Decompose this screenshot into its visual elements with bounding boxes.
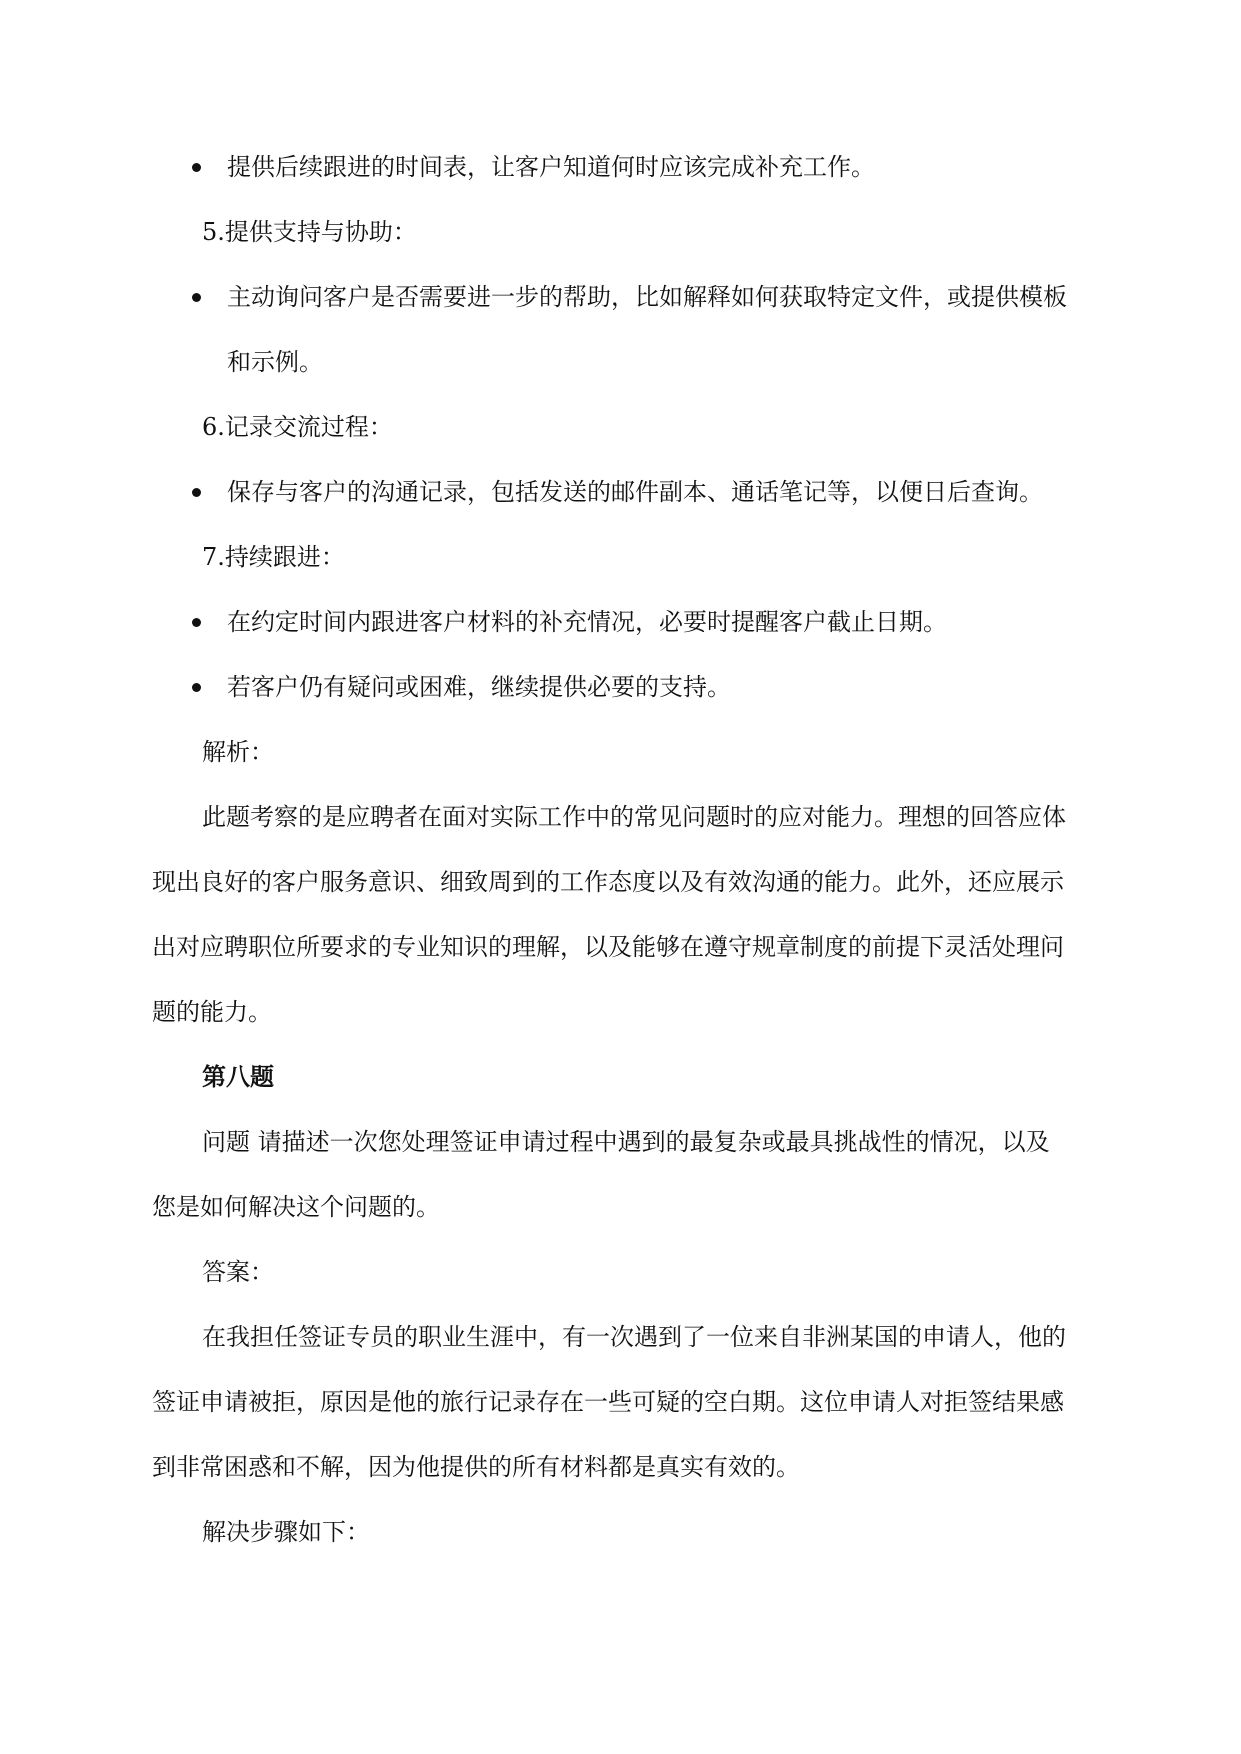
analysis-paragraph-line: 现出良好的客户服务意识、细致周到的工作态度以及有效沟通的能力。此外，还应展示 xyxy=(152,868,1064,896)
analysis-paragraph-line: 出对应聘职位所要求的专业知识的理解，以及能够在遵守规章制度的前提下灵活处理问 xyxy=(152,933,1064,961)
answer-paragraph-line: 到非常困惑和不解，因为他提供的所有材料都是真实有效的。 xyxy=(152,1453,800,1481)
bullet-item-offer-help: 主动询问客户是否需要进一步的帮助，比如解释如何获取特定文件，或提供模板 xyxy=(227,283,1067,311)
question-paragraph-line: 问题 请描述一次您处理签证申请过程中遇到的最复杂或最具挑战性的情况，以及 xyxy=(202,1128,1050,1156)
steps-label: 解决步骤如下： xyxy=(202,1518,370,1546)
bullet-item-continue-support: 若客户仍有疑问或困难，继续提供必要的支持。 xyxy=(227,673,731,701)
bullet-dot xyxy=(192,683,201,692)
bullet-dot xyxy=(192,618,201,627)
question-paragraph-line: 您是如何解决这个问题的。 xyxy=(152,1193,440,1221)
bullet-item-followup-schedule: 提供后续跟进的时间表，让客户知道何时应该完成补充工作。 xyxy=(227,153,875,181)
step-heading-6: 6.记录交流过程： xyxy=(202,413,393,441)
bullet-item-save-records: 保存与客户的沟通记录，包括发送的邮件副本、通话笔记等，以便日后查询。 xyxy=(227,478,1043,506)
question-title: 第八题 xyxy=(202,1062,274,1091)
answer-paragraph-line: 签证申请被拒，原因是他的旅行记录存在一些可疑的空白期。这位申请人对拒签结果感 xyxy=(152,1388,1064,1416)
analysis-paragraph-line: 此题考察的是应聘者在面对实际工作中的常见问题时的应对能力。理想的回答应体 xyxy=(202,803,1066,831)
answer-label: 答案： xyxy=(202,1258,274,1286)
bullet-item-follow-deadline: 在约定时间内跟进客户材料的补充情况，必要时提醒客户截止日期。 xyxy=(227,608,947,636)
step-heading-5: 5.提供支持与协助： xyxy=(202,218,417,246)
bullet-dot xyxy=(192,163,201,172)
step-heading-7: 7.持续跟进： xyxy=(202,543,345,571)
analysis-paragraph-line: 题的能力。 xyxy=(152,998,272,1026)
analysis-label: 解析： xyxy=(202,738,274,766)
bullet-dot xyxy=(192,293,201,302)
bullet-item-offer-help-cont: 和示例。 xyxy=(227,348,323,376)
answer-paragraph-line: 在我担任签证专员的职业生涯中，有一次遇到了一位来自非洲某国的申请人，他的 xyxy=(202,1323,1066,1351)
bullet-dot xyxy=(192,488,201,497)
